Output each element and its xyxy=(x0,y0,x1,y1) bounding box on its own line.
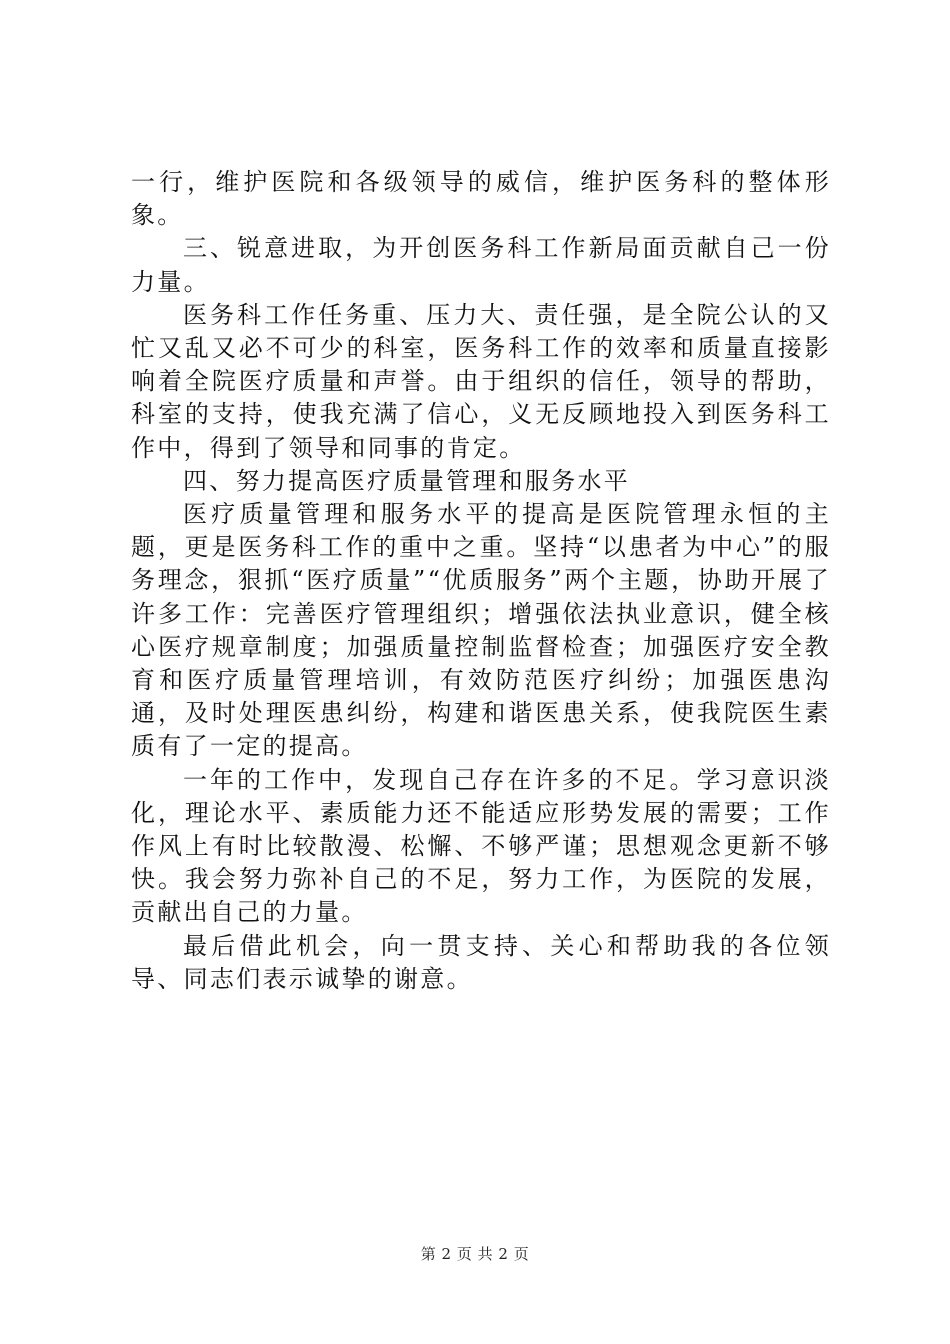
closing-paragraph: 最后借此机会，向一贯支持、关心和帮助我的各位领导、同志们表示诚挚的谢意。 xyxy=(131,931,831,993)
paragraph: 医务科工作任务重、压力大、责任强，是全院公认的又忙又乱又必不可少的科室，医务科工作的效率和质量直接影响着全院医疗质量和声誉。由于组织的信任，领导的帮助，科室的支持，使我充满了信心，义无反顾地投入到医务科工作中，得到了领导和同事的肯定。 xyxy=(131,300,831,462)
section-heading-4: 四、努力提高医疗质量管理和服务水平 xyxy=(183,466,631,495)
paragraph: 一年的工作中，发现自己存在许多的不足。学习意识淡化，理论水平、素质能力还不能适应形势发展的需要；工作作风上有时比较散漫、松懈、不够严谨；思想观念更新不够快。我会努力弥补自己的不足，努力工作，为医院的发展，贡献出自己的力量。 xyxy=(131,765,831,927)
paragraph-continuation: 一行，维护医院和各级领导的威信，维护医务科的整体形象。 xyxy=(131,168,831,230)
page-footer: 第 2 页 共 2 页 xyxy=(420,1245,530,1263)
paragraph: 医疗质量管理和服务水平的提高是医院管理永恒的主题，更是医务科工作的重中之重。坚持“以患者为中心”的服务理念，狠抓“医疗质量”“优质服务”两个主题，协助开展了许多工作：完善医疗管理组织；增强依法执业意识，健全核心医疗规章制度；加强质量控制监督检查；加强医疗安全教育和医疗质量管理培训，有效防范医疗纠纷；加强医患沟通，及时处理医患纠纷，构建和谐医患关系，使我院医生素质有了一定的提高。 xyxy=(131,500,831,761)
section-heading-3: 三、锐意进取，为开创医务科工作新局面贡献自己一份力量。 xyxy=(131,234,831,296)
document-body xyxy=(131,166,831,996)
